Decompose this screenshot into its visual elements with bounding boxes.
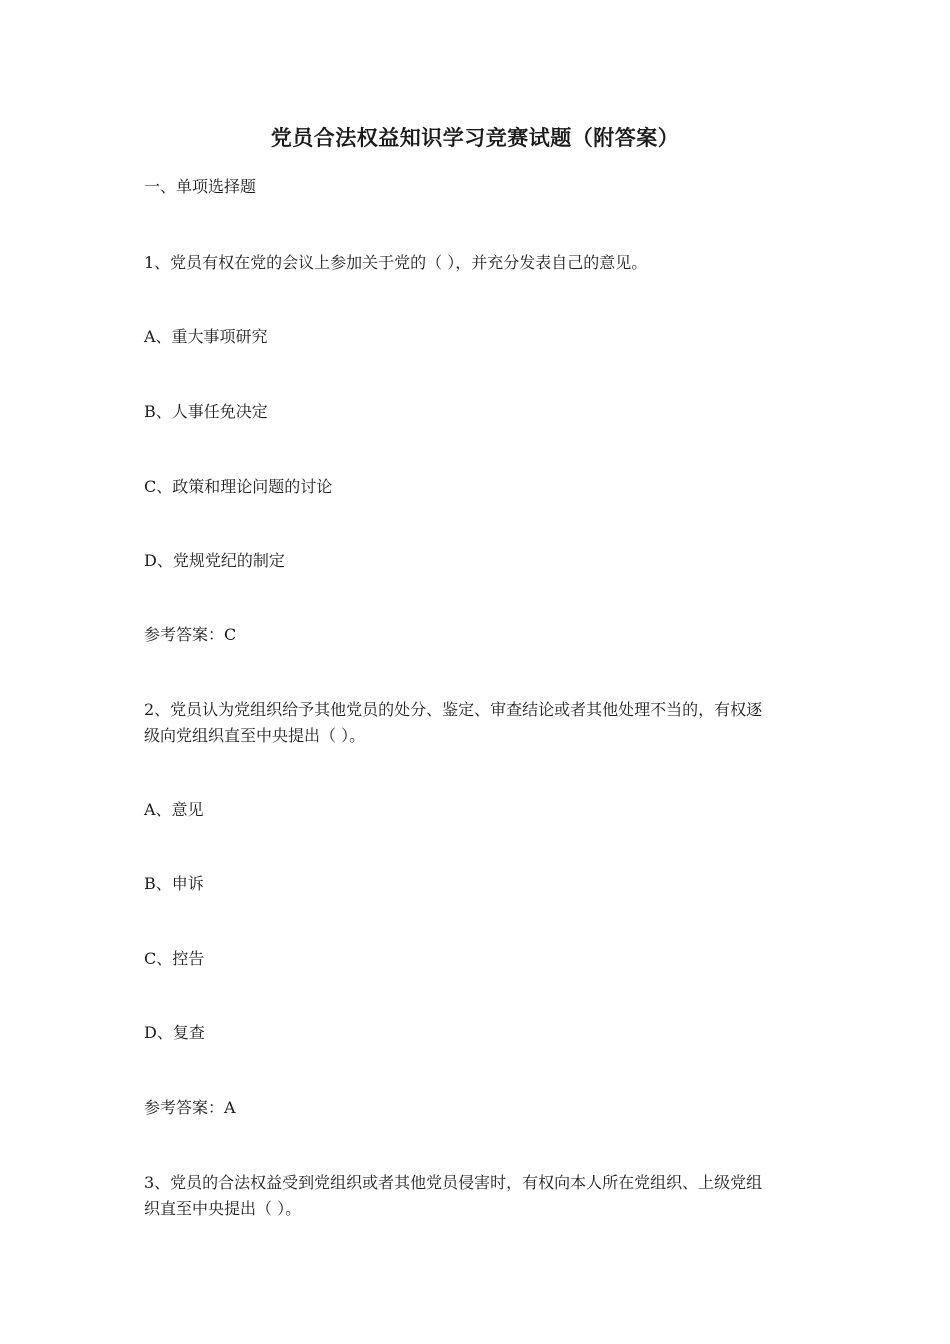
document-title: 党员合法权益知识学习竞赛试题（附答案） xyxy=(270,126,680,150)
question-2-option-a: A、意见 xyxy=(144,800,204,819)
question-2-answer: 参考答案：A xyxy=(144,1098,236,1117)
question-1-stem: 1、党员有权在党的会议上参加关于党的（ ），并充分发表自己的意见。 xyxy=(144,253,648,272)
section-heading: 一、单项选择题 xyxy=(144,177,257,196)
question-1-answer: 参考答案：C xyxy=(144,625,237,644)
question-2-option-b: B、申诉 xyxy=(144,874,204,893)
question-1-option-c: C、政策和理论问题的讨论 xyxy=(144,477,333,496)
question-1-option-b: B、人事任免决定 xyxy=(144,402,268,421)
question-2-option-d: D、复查 xyxy=(144,1023,205,1042)
question-2-stem-line-1: 2、党员认为党组织给予其他党员的处分、鉴定、审查结论或者其他处理不当的，有权逐 xyxy=(144,700,763,719)
question-1-option-d: D、党规党纪的制定 xyxy=(144,551,285,570)
question-3-stem-line-1: 3、党员的合法权益受到党组织或者其他党员侵害时，有权向本人所在党组织、上级党组 xyxy=(144,1173,763,1192)
question-3-stem-line-2: 织直至中央提出（ ）。 xyxy=(144,1199,302,1218)
question-2-stem-line-2: 级向党组织直至中央提出（ ）。 xyxy=(144,726,366,745)
question-1-option-a: A、重大事项研究 xyxy=(144,327,268,346)
question-2-option-c: C、控告 xyxy=(144,949,205,968)
